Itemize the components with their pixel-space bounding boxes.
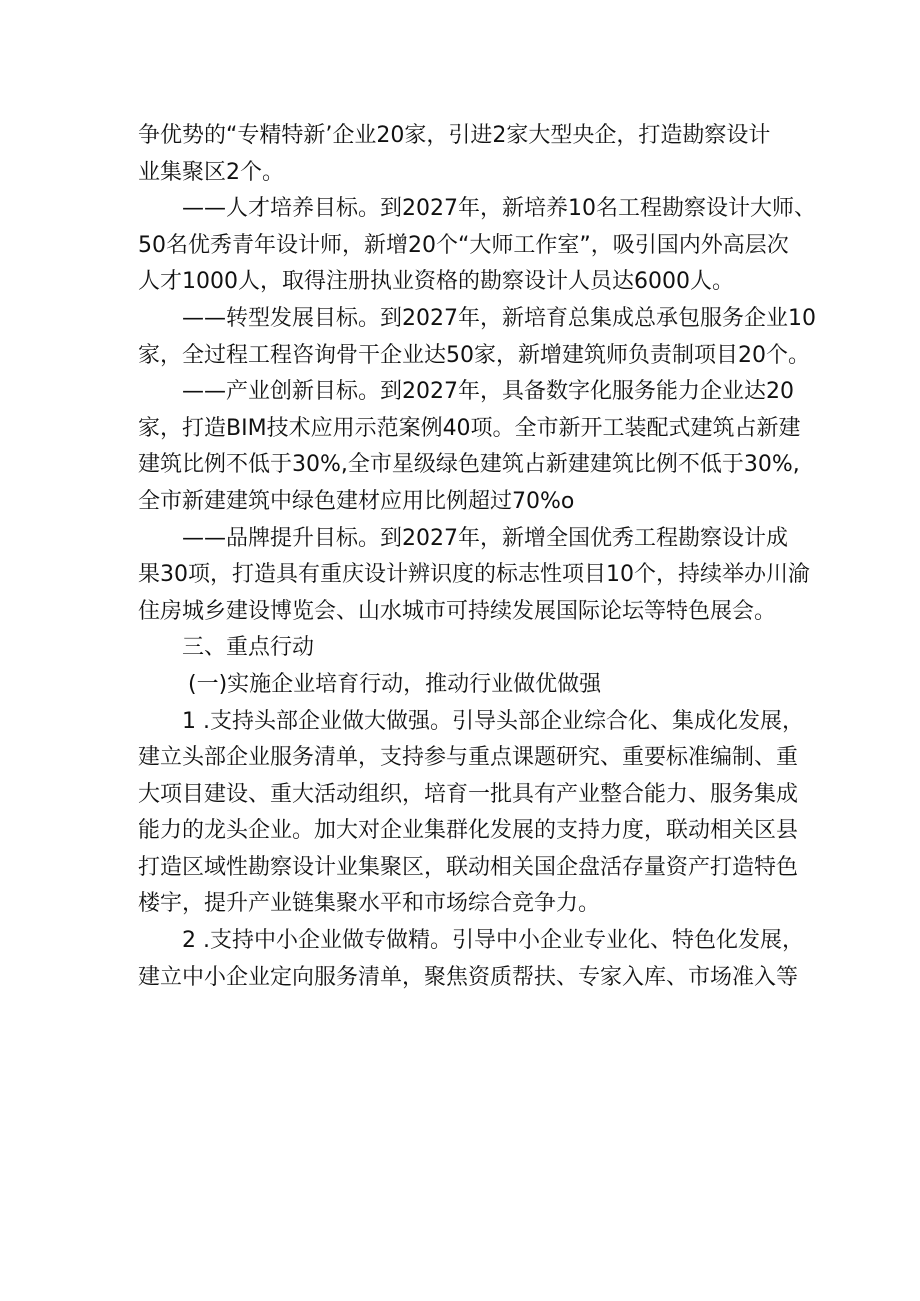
text-line: 能力的龙头企业。加大对企业集群化发展的支持力度，联动相关区县 [138, 818, 799, 844]
text-line: 楼宇，提升产业链集聚水平和市场综合竞争力。 [138, 891, 601, 917]
paragraph-start: ——产业创新目标。到2027年，具备数字化服务能力企业达20 [182, 379, 794, 405]
text-line: 建立头部企业服务清单，支持参与重点课题研究、重要标准编制、重 [138, 745, 799, 771]
text-line: 争优势的“专精特新’企业20家，引进2家大型央企，打造勘察设计 [138, 123, 771, 148]
text-line: 全市新建建筑中绿色建材应用比例超过70%o [138, 488, 575, 514]
text-line: 建筑比例不低于30%,全市星级绿色建筑占新建建筑比例不低于30%, [138, 452, 800, 478]
text-line: 家，打造BIM技术应用示范案例40项。全市新开工装配式建筑占新建 [138, 415, 801, 441]
paragraph-start: 1 .支持头部企业做大做强。引导头部企业综合化、集成化发展， [182, 708, 804, 734]
text-line: 建立中小企业定向服务清单，聚焦资质帮扶、专家入库、市场准入等 [138, 964, 799, 990]
text-line: 人才1000人，取得注册执业资格的勘察设计人员达6000人。 [138, 269, 734, 295]
text-line: 打造区域性勘察设计业集聚区，联动相关国企盘活存量资产打造特色 [138, 854, 799, 880]
text-line: 家，全过程工程咨询骨干企业达50家，新增建筑师负责制项目20个。 [138, 342, 810, 368]
text-line: 住房城乡建设博览会、山水城市可持续发展国际论坛等特色展会。 [138, 598, 777, 624]
text-line: 50名优秀青年设计师，新增20个“大师工作室”，吸引国内外高层次 [138, 232, 789, 258]
section-heading: 三、重点行动 [182, 635, 315, 661]
text-line: 大项目建设、重大活动组织，培育一批具有产业整合能力、服务集成 [138, 781, 799, 807]
paragraph-start: ——品牌提升目标。到2027年，新增全国优秀工程勘察设计成 [182, 525, 788, 551]
paragraph-start: ——人才培养目标。到2027年，新培养10名工程勘察设计大师、 [182, 196, 816, 222]
text-line: 果30项，打造具有重庆设计辨识度的标志性项目10个，持续举办川渝 [138, 562, 810, 588]
text-line: 业集聚区2个。 [138, 159, 284, 185]
document-body [138, 118, 816, 996]
subsection-heading: (一)实施企业培育行动，推动行业做优做强 [188, 671, 602, 697]
paragraph-start: 2 .支持中小企业做专做精。引导中小企业专业化、特色化发展， [182, 928, 804, 954]
paragraph-start: ——转型发展目标。到2027年，新培育总集成总承包服务企业10 [182, 305, 816, 331]
